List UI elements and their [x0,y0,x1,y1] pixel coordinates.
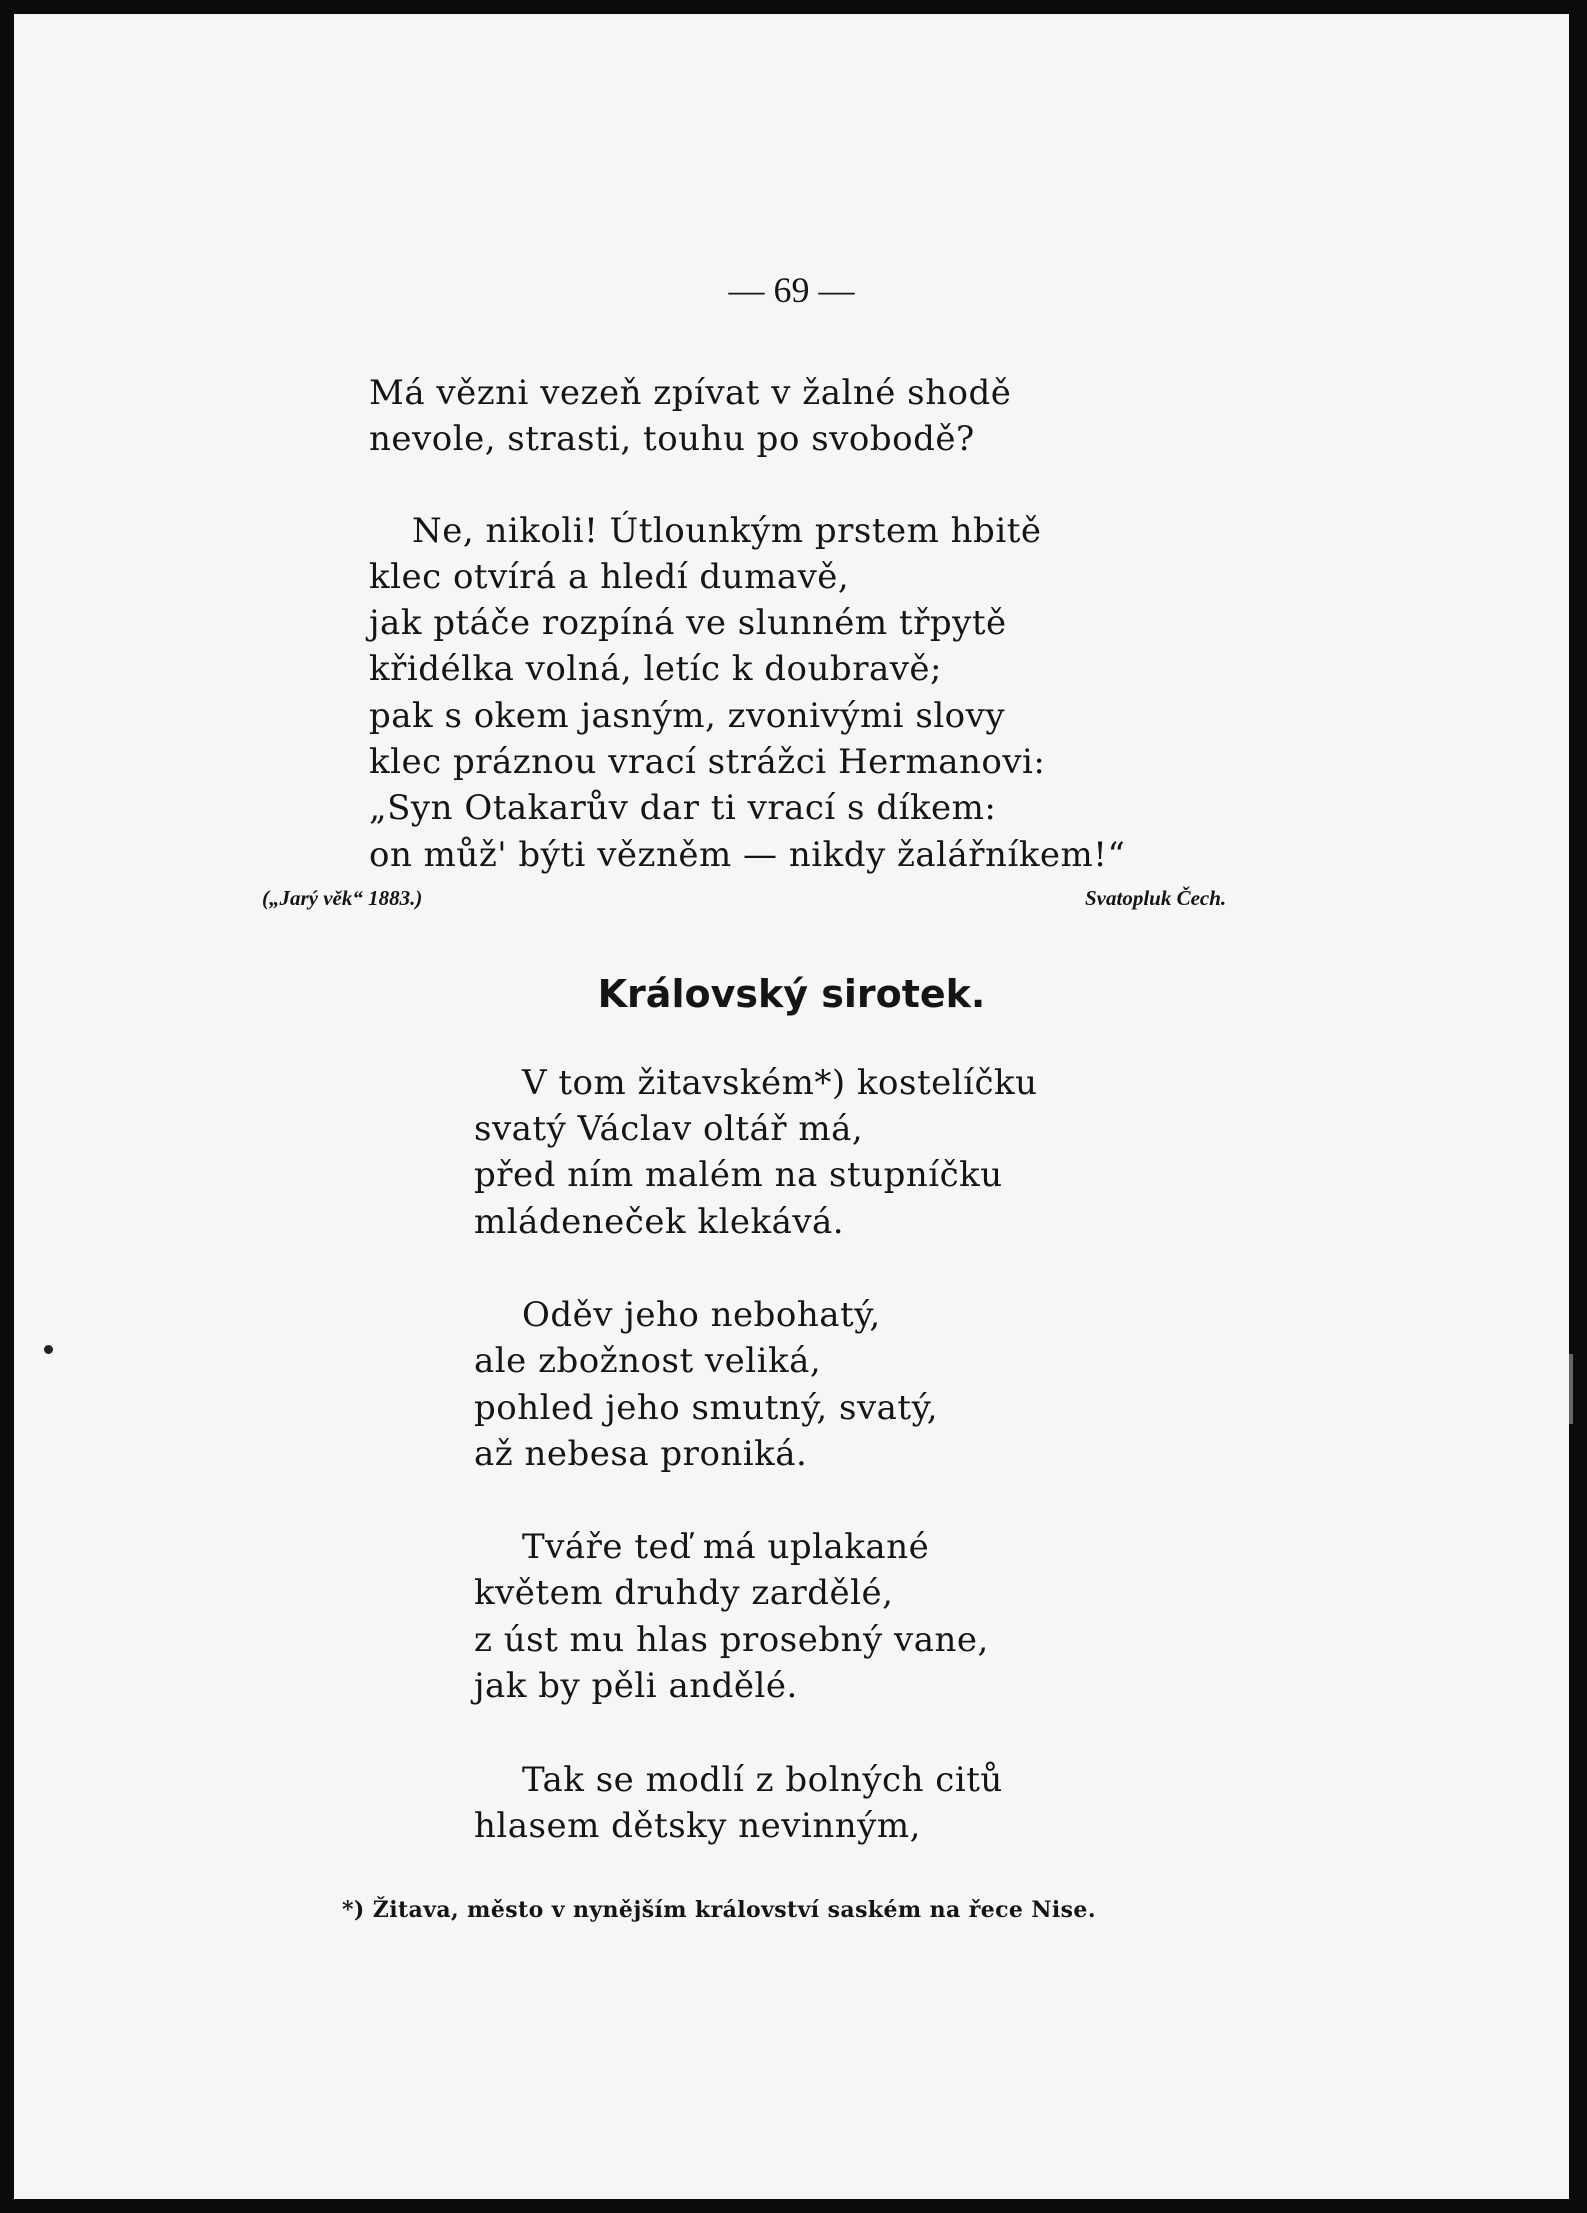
book-page [14,14,1569,2199]
poem-line: nevole, strasti, touhu po svobodě? [369,419,975,459]
scan-edge-mark [1569,1354,1573,1424]
poem-line: klec práznou vrací strážci Hermanovi: [369,742,1046,782]
stanza-line: květem druhdy zardělé, [474,1573,894,1613]
stanza-line: Tváře teď má uplakané [522,1527,930,1567]
stanza-line: jak by pěli andělé. [474,1666,798,1706]
stanza-line: Oděv jeho nebohatý, [522,1295,881,1335]
stanza-line: z úst mu hlas prosebný vane, [474,1620,989,1660]
poem-line: Ne, nikoli! Útlounkým prstem hbitě [412,511,1042,551]
page-number: — 69 — [728,270,855,310]
poem-title: Královský sirotek. [597,972,986,1016]
poem-source: („Jarý věk“ 1883.) [262,886,423,910]
stanza-line: před ním malém na stupníčku [474,1155,1003,1195]
stanza-line: svatý Václav oltář má, [474,1109,864,1149]
stanza-line: pohled jeho smutný, svatý, [474,1388,939,1428]
stanza-line: Tak se modlí z bolných citů [522,1760,1003,1800]
poem-line: „Syn Otakarův dar ti vrací s díkem: [369,788,997,828]
poem-line: on můž' býti vězněm — nikdy žalářníkem!“ [369,835,1126,875]
poem-line: pak s okem jasným, zvonivými slovy [369,696,1006,736]
poem-line: Má vězni vezeň zpívat v žalné shodě [369,373,1012,413]
stanza-line: mládeneček klekává. [474,1202,845,1242]
stanza-line: V tom žitavském*) kostelíčku [522,1063,1038,1103]
poem-line: jak ptáče rozpíná ve slunném třpytě [369,603,1007,643]
stanza-line: hlasem dětsky nevinným, [474,1806,921,1846]
stanza-line: až nebesa proniká. [474,1434,808,1474]
poem-line: křidélka volná, letíc k doubravě; [369,649,943,689]
poem-line: klec otvírá a hledí dumavě, [369,557,850,597]
footnote: *) Žitava, město v nynějším království saském na řece Nise. [342,1897,1096,1923]
scan-speck [44,1345,53,1354]
stanza-line: ale zbožnost veliká, [474,1341,822,1381]
poem-author: Svatopluk Čech. [1085,886,1227,910]
